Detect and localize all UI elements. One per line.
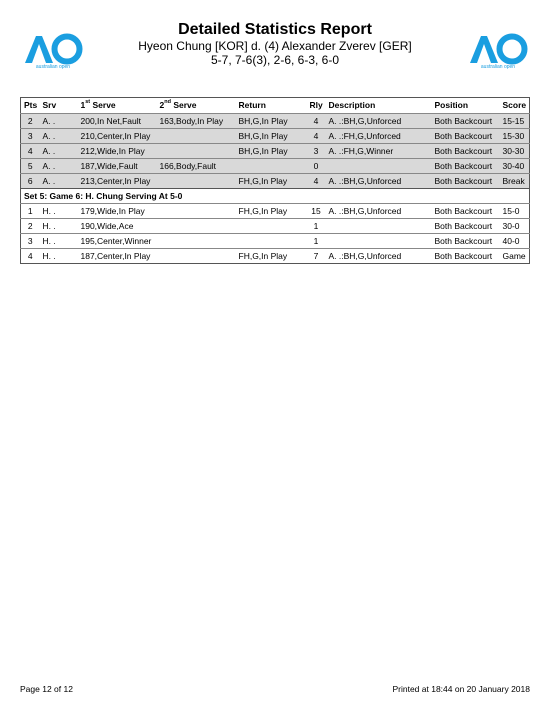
- match-players: Hyeon Chung [KOR] d. (4) Alexander Zverev [GER]: [138, 39, 412, 53]
- cell-return: BH,G,In Play: [236, 114, 307, 129]
- cell-rally: 15: [307, 204, 326, 219]
- cell-pts: 5: [21, 159, 40, 174]
- cell-second-serve: 163,Body,In Play: [157, 114, 236, 129]
- cell-score: 30-30: [500, 144, 530, 159]
- cell-second-serve: 166,Body,Fault: [157, 159, 236, 174]
- cell-position: Both Backcourt: [432, 159, 500, 174]
- point-stats-table: [20, 97, 530, 264]
- cell-rally: 0: [307, 159, 326, 174]
- table-row: [21, 219, 530, 234]
- cell-score: 15-0: [500, 204, 530, 219]
- cell-position: Both Backcourt: [432, 219, 500, 234]
- table-row: [21, 114, 530, 129]
- cell-first-serve: 195,Center,Winner: [78, 234, 157, 249]
- cell-second-serve: [157, 174, 236, 189]
- cell-second-serve: [157, 234, 236, 249]
- cell-server: A. .: [40, 144, 78, 159]
- cell-description: A. .:FH,G,Unforced: [326, 129, 432, 144]
- printed-timestamp: Printed at 18:44 on 20 January 2018: [392, 684, 530, 694]
- cell-pts: 6: [21, 174, 40, 189]
- cell-description: A. .:BH,G,Unforced: [326, 174, 432, 189]
- cell-description: [326, 219, 432, 234]
- cell-position: Both Backcourt: [432, 249, 500, 264]
- ao-logo-tagline: australian open: [480, 64, 516, 70]
- col-description: Description: [328, 100, 376, 110]
- cell-server: H. .: [40, 219, 78, 234]
- cell-second-serve: [157, 249, 236, 264]
- cell-rally: 4: [307, 114, 326, 129]
- cell-second-serve: [157, 219, 236, 234]
- cell-description: A. .:BH,G,Unforced: [326, 204, 432, 219]
- col-second-serve: 2nd Serve: [159, 99, 197, 110]
- col-rally: Rly: [309, 100, 323, 110]
- cell-second-serve: [157, 204, 236, 219]
- cell-server: A. .: [40, 114, 78, 129]
- cell-position: Both Backcourt: [432, 144, 500, 159]
- ao-logo-tagline: australian open: [35, 64, 71, 70]
- set-header-row: [21, 189, 530, 204]
- cell-pts: 4: [21, 144, 40, 159]
- cell-pts: 2: [21, 114, 40, 129]
- col-position: Position: [434, 100, 469, 110]
- table-row: [21, 159, 530, 174]
- cell-first-serve: 200,In Net,Fault: [78, 114, 157, 129]
- col-first-serve: 1st Serve: [80, 99, 116, 110]
- table-row: [21, 144, 530, 159]
- cell-return: FH,G,In Play: [236, 174, 307, 189]
- cell-return: [236, 234, 307, 249]
- cell-first-serve: 190,Wide,Ace: [78, 219, 157, 234]
- table-row: [21, 174, 530, 189]
- cell-first-serve: 187,Center,In Play: [78, 249, 157, 264]
- col-srv: Srv: [42, 100, 57, 110]
- cell-return: FH,G,In Play: [236, 249, 307, 264]
- col-pts: Pts: [24, 100, 38, 110]
- cell-description: A. .:BH,G,Unforced: [326, 249, 432, 264]
- table-row: [21, 129, 530, 144]
- cell-return: [236, 159, 307, 174]
- page-number: Page 12 of 12: [20, 684, 73, 694]
- cell-description: A. .:FH,G,Winner: [326, 144, 432, 159]
- cell-first-serve: 179,Wide,In Play: [78, 204, 157, 219]
- cell-server: H. .: [40, 234, 78, 249]
- cell-pts: 1: [21, 204, 40, 219]
- table-row: [21, 204, 530, 219]
- cell-score: Break: [500, 174, 530, 189]
- cell-pts: 3: [21, 234, 40, 249]
- col-return: Return: [238, 100, 266, 110]
- cell-pts: 3: [21, 129, 40, 144]
- cell-score: 40-0: [500, 234, 530, 249]
- table-row: [21, 249, 530, 264]
- cell-second-serve: [157, 144, 236, 159]
- cell-first-serve: 210,Center,In Play: [78, 129, 157, 144]
- cell-server: H. .: [40, 249, 78, 264]
- cell-rally: 4: [307, 174, 326, 189]
- cell-return: BH,G,In Play: [236, 129, 307, 144]
- cell-server: H. .: [40, 204, 78, 219]
- cell-first-serve: 212,Wide,In Play: [78, 144, 157, 159]
- cell-rally: 1: [307, 219, 326, 234]
- cell-first-serve: 187,Wide,Fault: [78, 159, 157, 174]
- cell-score: 15-15: [500, 114, 530, 129]
- cell-return: [236, 219, 307, 234]
- cell-position: Both Backcourt: [432, 129, 500, 144]
- cell-score: Game: [500, 249, 530, 264]
- cell-rally: 7: [307, 249, 326, 264]
- cell-return: FH,G,In Play: [236, 204, 307, 219]
- cell-score: 30-40: [500, 159, 530, 174]
- cell-server: A. .: [40, 174, 78, 189]
- cell-server: A. .: [40, 129, 78, 144]
- cell-rally: 3: [307, 144, 326, 159]
- cell-rally: 4: [307, 129, 326, 144]
- cell-score: 30-0: [500, 219, 530, 234]
- cell-server: A. .: [40, 159, 78, 174]
- match-score: 5-7, 7-6(3), 2-6, 6-3, 6-0: [210, 53, 340, 67]
- cell-first-serve: 213,Center,In Play: [78, 174, 157, 189]
- cell-description: [326, 234, 432, 249]
- cell-position: Both Backcourt: [432, 174, 500, 189]
- cell-pts: 2: [21, 219, 40, 234]
- cell-return: BH,G,In Play: [236, 144, 307, 159]
- table-header-row: [21, 98, 530, 114]
- cell-position: Both Backcourt: [432, 114, 500, 129]
- cell-rally: 1: [307, 234, 326, 249]
- report-title: Detailed Statistics Report: [178, 21, 372, 38]
- cell-score: 15-30: [500, 129, 530, 144]
- cell-pts: 4: [21, 249, 40, 264]
- set-header: Set 5: Game 6: H. Chung Serving At 5-0: [21, 189, 530, 204]
- cell-description: [326, 159, 432, 174]
- table-row: [21, 234, 530, 249]
- cell-second-serve: [157, 129, 236, 144]
- cell-description: A. .:BH,G,Unforced: [326, 114, 432, 129]
- col-score: Score: [502, 100, 527, 110]
- cell-position: Both Backcourt: [432, 234, 500, 249]
- cell-position: Both Backcourt: [432, 204, 500, 219]
